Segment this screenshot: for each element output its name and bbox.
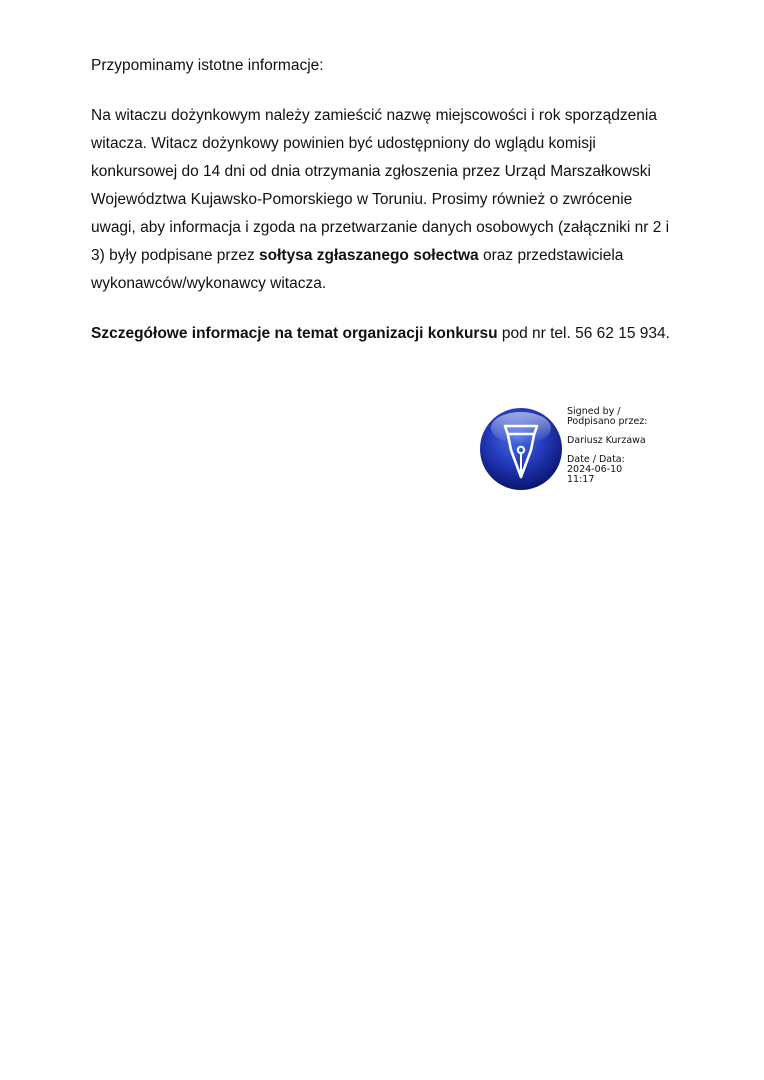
digital-signature-block	[478, 406, 678, 496]
time-value: 11:17	[567, 474, 595, 485]
paragraph-requirements-part2: oraz przedstawiciela wykonawców/wykonawcy witacza.	[91, 247, 624, 292]
document-body	[91, 52, 681, 370]
intro-text: Przypominamy istotne informacje:	[91, 57, 324, 74]
paragraph-requirements-part1: Na witaczu dożynkowym należy zamieścić nazwę miejscowości i rok sporządzenia witacza. Witacz dożynkowy powinien być udostępniony do wglądu komisji konkursowej do 14 dni od dnia otrzymania zgłoszenia przez Urząd Marszałkowski Województwa Kujawsko-Pomorskiego w Toruniu. Prosimy również o zwrócenie uwagi, aby informacja i zgoda na przetwarzanie danych osobowych (załączniki nr 2 i 3) były podpisane przez	[91, 107, 670, 264]
paragraph-requirements-bold: sołtysa zgłaszanego sołectwa	[259, 247, 479, 264]
paragraph-contact-rest: pod nr tel. 56 62 15 934.	[497, 325, 670, 342]
paragraph-requirements	[91, 102, 681, 298]
signed-by-label-pl: Podpisano przez:	[567, 416, 648, 427]
date-label: Date / Data:	[567, 454, 625, 465]
paragraph-contact	[91, 320, 681, 348]
signer-name: Dariusz Kurzawa	[567, 435, 646, 446]
signed-by-label: Signed by /	[567, 406, 621, 417]
date-value: 2024-06-10	[567, 464, 623, 475]
pen-nib-icon	[478, 406, 564, 492]
paragraph-contact-bold: Szczegółowe informacje na temat organizacji konkursu	[91, 325, 498, 342]
signature-details	[567, 407, 677, 485]
